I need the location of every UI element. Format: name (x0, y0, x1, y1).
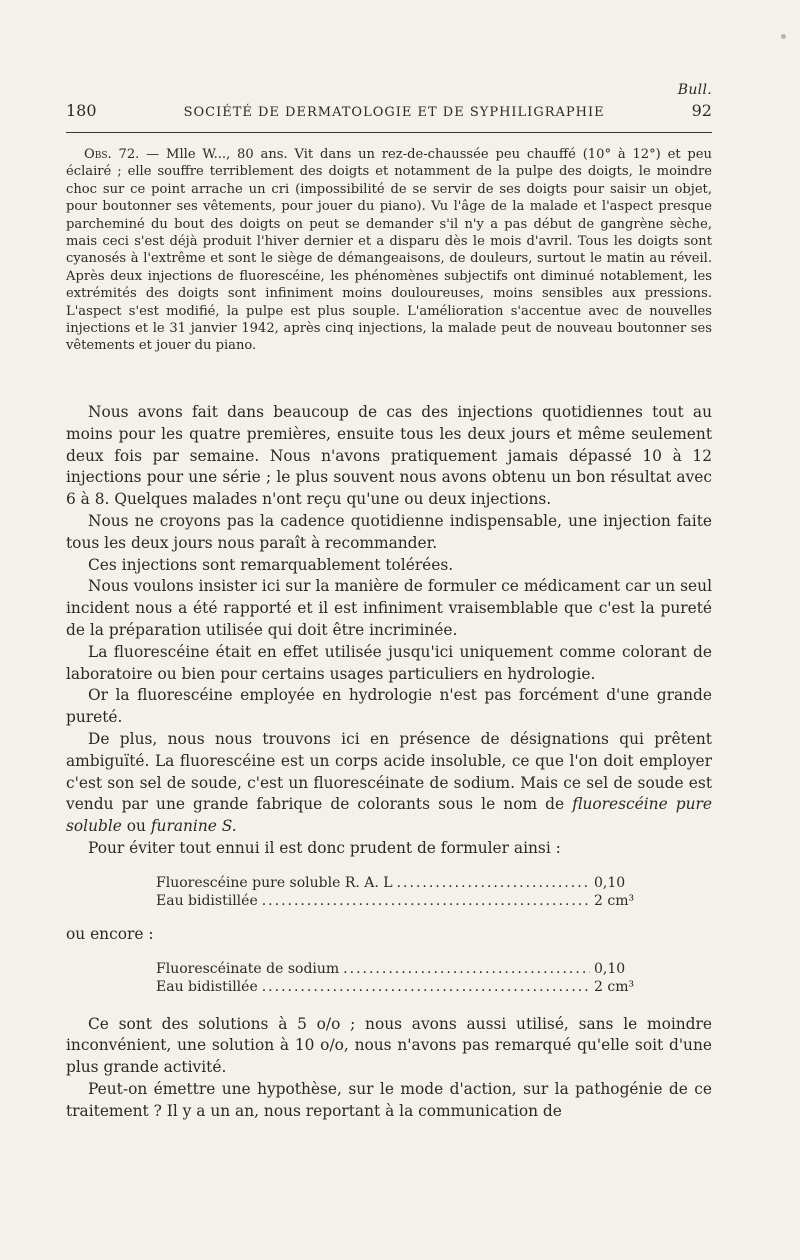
main-text (66, 402, 712, 1123)
formula-line (156, 960, 652, 978)
running-title: SOCIÉTÉ DE DERMATOLOGIE ET DE SYPHILIGRAPHIE (183, 105, 605, 120)
designations-text: De plus, nous nous trouvons ici en présence de désignations qui prêtent ambiguïté. La fluorescéine est un corps acide insoluble, ce que l'on doit employer c'est son sel de soude, c'est un fluorescéinate de sodium. Mais ce sel de soude est vendu par une grande fabrique de colorants sous le nom de (66, 729, 712, 814)
formula-line (156, 892, 652, 910)
page-number: 180 (66, 101, 97, 120)
paragraph-cadence: Nous ne croyons pas la cadence quotidienne indispensable, une injection faite tous les deux jours nous paraît à recommander. (66, 511, 712, 552)
dot-leader (262, 892, 590, 910)
ingredient-quantity: 2 cm³ (594, 978, 635, 995)
dot-leader (343, 960, 590, 978)
paper-speck (781, 34, 786, 39)
ingredient-name: Fluorescéinate de sodium (156, 960, 340, 977)
paragraph-hypothesis: Peut-on émettre une hypothèse, sur le mode d'action, sur la pathogénie de ce traitement ? Il y a un an, nous reportant à la communication de (66, 1079, 712, 1120)
paragraph-formulation: Nous voulons insister ici sur la manière de formuler ce médicament car un seul incident nous a été rapporté et il est infiniment vraisemblable que c'est la pureté de la préparation utilisée qui doit être incriminée. (66, 577, 712, 639)
paragraph-formula-intro: Pour éviter tout ennui il est donc prudent de formuler ainsi : (88, 838, 561, 857)
paragraph-laboratory-use: La fluorescéine était en effet utilisée jusqu'ici uniquement comme colorant de laboratoire ou bien pour certains usages particuliers en hydrologie. (66, 642, 712, 683)
ingredient-name: Eau bidistillée (156, 978, 258, 995)
journal-abbreviation: Bull. (677, 82, 712, 98)
ingredient-name: Fluorescéine pure soluble R. A. L (156, 874, 393, 891)
paragraph-purity: Or la fluorescéine employée en hydrologie n'est pas forcément d'une grande pureté. (66, 686, 712, 727)
designations-connector: ou (121, 817, 151, 836)
formula-line (156, 874, 652, 892)
running-header (66, 101, 712, 125)
paragraph-solutions: Ce sont des solutions à 5 o/o ; nous avons aussi utilisé, sans le moindre inconvénient, une solution à 10 o/o, nous n'avons pas remarqué qu'elle soit d'une plus grande activité. (66, 1014, 712, 1077)
formula-line (156, 978, 652, 996)
dot-leader (262, 978, 590, 996)
formula-block-1 (156, 874, 652, 910)
paragraph-designations (66, 729, 712, 838)
designation-name-1: fluorescéine pure soluble (66, 795, 712, 836)
issue-number: 92 (691, 101, 712, 120)
dot-leader (397, 874, 590, 892)
paragraph-injection-frequency: Nous avons fait dans beaucoup de cas des injections quotidiennes tout au moins pour les quatre premières, ensuite tous les deux jours et même seulement deux fois par semaine. Nous n'avons pratiquement jamais dépassé 10 à 12 injections pour une série ; le plus souvent nous avons obtenu un bon résultat avec 6 à 8. Quelques malades n'ont reçu qu'une ou deux injections. (66, 403, 712, 509)
designation-name-2: furanine S. (150, 817, 237, 836)
observation-text: — Mlle W..., 80 ans. Vit dans un rez-de-chaussée peu chauffé (10° à 12°) et peu éclairé ; elle souffre terriblement des doigts et notamment de la pulpe des doigts, le moindre choc sur ce point arrache un cri (impossibilité de se servir de ses doigts pour saisir un objet, pour boutonner ses vêtements, pour jouer du piano). Vu l'âge de la malade et l'aspect presque parcheminé du bout des doigts on peut se demander s'il n'y a pas début de gangrène sèche, mais ceci s'est déjà produit l'hiver dernier et a disparu dès le mois d'avril. Tous les doigts sont cyanosés à l'extrême et sont le siège de démangeaisons, de douleurs, surtout le matin au réveil. Après deux injections de fluorescéine, les phénomènes subjectifs ont diminué notablement, les extrémités des doigts sont infiniment moins douloureuses, moins sensibles aux pressions. L'aspect s'est modifié, la pulpe est plus souple. L'amélioration s'accentue avec de nouvelles injections et le 31 janvier 1942, après cinq injections, la malade peut de nouveau boutonner ses vêtements et jouer du piano. (66, 147, 712, 354)
ingredient-name: Eau bidistillée (156, 892, 258, 909)
ingredient-quantity: 0,10 (594, 960, 626, 977)
ingredient-quantity: 2 cm³ (594, 892, 635, 909)
paragraph-tolerance: Ces injections sont remarquablement tolérées. (88, 555, 454, 574)
header-rule (66, 132, 712, 133)
observation-paragraph (66, 146, 712, 355)
ingredient-quantity: 0,10 (594, 874, 626, 891)
alternative-label: ou encore : (66, 924, 154, 943)
observation-label: Obs. 72. (84, 147, 140, 162)
formula-block-2 (156, 960, 652, 996)
